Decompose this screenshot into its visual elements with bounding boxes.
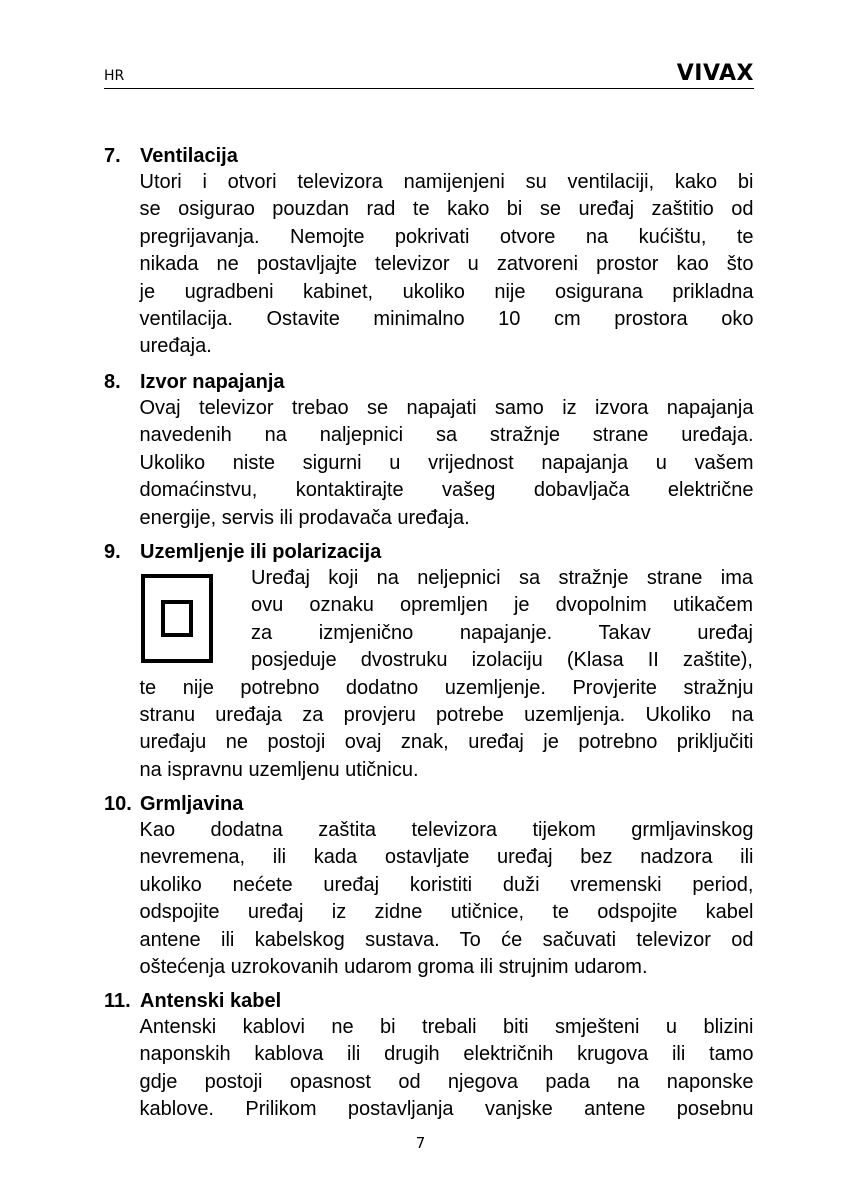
text-line: naponskih kablova ili drugih električnih krugova ili tamo [139,1043,754,1066]
section-title: Grmljavina [140,793,244,815]
text-line: uređaju ne postoji ovaj znak, uređaj je potrebno priključiti [139,731,754,754]
brand-logo: VIVAX [676,61,754,86]
section-grounding [104,540,754,784]
section-power-source [104,370,754,532]
section-number: 8. [104,371,121,393]
text-line: kablove. Prilikom postavljanja vanjske antene posebnu [139,1098,754,1121]
section-title: Uzemljenje ili polarizacija [140,541,382,563]
text-line: Antenski kablovi ne bi trebali biti smješteni u blizini [139,1016,754,1038]
section-heading [104,540,754,565]
text-line: oštećenja uzrokovanih udarom groma ili strujnim udarom. [139,956,648,979]
section-heading [104,370,754,395]
class-ii-double-insulation-icon [141,574,213,663]
section-body [140,169,754,361]
section-number: 11. [104,990,131,1012]
page-header [104,60,754,89]
text-line: nevremena, ili kada ostavljate uređaj bez nadzora ili [139,846,754,869]
section-body [140,1014,754,1124]
text-line: domaćinstvu, kontaktirajte vašeg dobavljača električne [139,479,754,502]
text-line: nikada ne postavljajte televizor u zatvoreni prostor kao što [139,253,754,276]
section-body [140,817,754,981]
text-line: gdje postoji opasnost od njegova pada na naponske [139,1070,754,1093]
section-title: Antenski kabel [140,990,282,1012]
section-number: 9. [104,541,121,563]
text-line: Uređaj koji na neljepnici sa stražnje strane ima [251,567,753,589]
text-line: na ispravnu uzemljenu utičnicu. [139,758,419,781]
text-line: Ovaj televizor trebao se napajati samo iz izvora napajanja [139,397,754,419]
text-line: je ugradbeni kabinet, ukoliko nije osigurana prikladna [139,280,754,303]
section-title: Izvor napajanja [140,371,285,393]
section-number: 10. [104,793,132,815]
text-line: posjeduje dvostruku izolaciju (Klasa II zaštite), [251,649,753,672]
section-body [140,395,754,532]
text-line: antene ili kabelskog sustava. To će sačuvati televizor od [139,928,754,951]
text-line: odspojite uređaj iz zidne utičnice, te odspojite kabel [139,901,754,924]
section-heading [104,989,754,1014]
text-line: navedenih na naljepnici sa stražnje strane uređaja. [139,424,754,447]
text-line: energije, servis ili prodavača uređaja. [139,506,470,529]
section-title: Ventilacija [140,145,238,167]
language-code: HR [104,68,125,84]
text-line: ukoliko nećete uređaj koristiti duži vremenski period, [139,873,754,896]
text-line: uređaja. [139,335,212,358]
text-line: za izmjenično napajanje. Takav uređaj [251,621,753,644]
text-line: Ukoliko niste sigurni u vrijednost napajanja u vašem [139,451,754,474]
text-line: te nije potrebno dodatno uzemljenje. Provjerite stražnju [139,676,754,699]
text-line: ventilacija. Ostavite minimalno 10 cm prostora oko [139,308,754,331]
text-line: Kao dodatna zaštita televizora tijekom grmljavinskog [139,819,754,841]
section-body [140,675,754,785]
section-heading [104,792,754,817]
text-line: stranu uređaja za provjeru potrebe uzemljenja. Ukoliko na [139,704,754,727]
class-ii-inner-square [161,600,193,637]
symbol-description [251,565,753,675]
section-thunderstorm [104,792,754,981]
text-line: ovu oznaku opremljen je dvopolnim utikačem [251,594,753,617]
page-number: 7 [415,1134,426,1152]
section-number: 7. [104,145,121,167]
text-line: pregrijavanja. Nemojte pokrivati otvore na kućištu, te [139,225,754,248]
section-antenna-cable [104,989,754,1124]
text-line: Utori i otvori televizora namijenjeni su ventilaciji, kako bi [139,171,754,193]
section-heading [104,144,754,169]
section-ventilation [104,144,754,361]
text-line: se osigurao pouzdan rad te kako bi se uređaj zaštitio od [139,198,754,221]
